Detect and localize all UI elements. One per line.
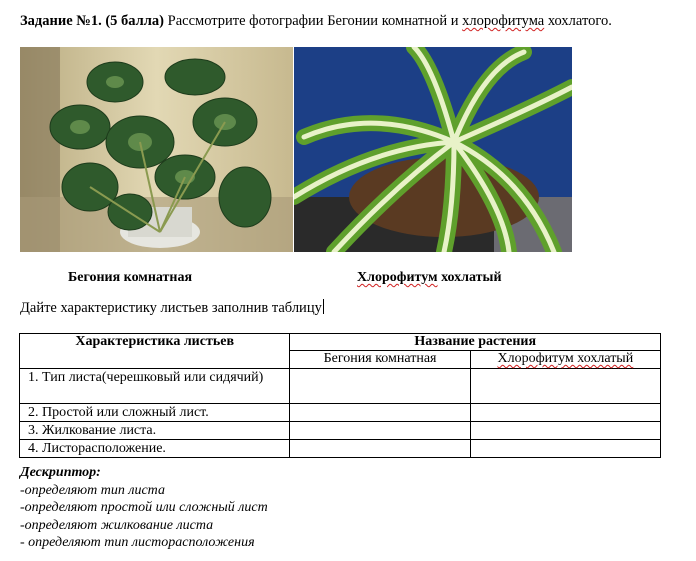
task-label: Задание №1. (5 балла) xyxy=(20,13,165,29)
answer-cell-begonia[interactable] xyxy=(290,404,470,422)
task-spellcheck-word: хлорофитума xyxy=(462,13,545,29)
answer-cell-begonia[interactable] xyxy=(290,440,470,458)
descriptor-title: Дескриптор: xyxy=(20,465,101,480)
descriptor-item: - определяют тип листорасположения xyxy=(20,535,255,550)
table-row-label: 1. Тип листа(черешковый или сидячий) xyxy=(20,369,290,404)
begonia-photo xyxy=(20,47,293,252)
subheader-chlorophytum xyxy=(470,351,660,369)
header-characteristic: Характеристика листьев xyxy=(20,334,290,369)
table-row-label: 4. Листорасположение. xyxy=(20,440,290,458)
chlorophytum-photo xyxy=(294,47,572,252)
caption-chlorophytum xyxy=(357,270,502,286)
answer-cell-begonia[interactable] xyxy=(290,369,470,404)
header-plant-name: Название растения xyxy=(290,334,661,351)
task-heading xyxy=(20,13,612,30)
answer-cell-chlorophytum[interactable] xyxy=(470,404,660,422)
descriptor-item: -определяют жилкование листа xyxy=(20,517,214,533)
instruction-text: Дайте характеристику листьев заполнив таблицу xyxy=(20,300,322,316)
caption-begonia: Бегония комнатная xyxy=(68,270,193,285)
subheader-chloro-text: Хлорофитум хохлатый xyxy=(497,351,634,366)
text-cursor xyxy=(323,299,324,314)
table-row-label: 3. Жилкование листа. xyxy=(20,422,290,440)
answer-cell-chlorophytum[interactable] xyxy=(470,422,660,440)
caption-chloro-rest: хохлатый xyxy=(437,270,502,285)
descriptor-item: -определяют простой или сложный лист xyxy=(20,500,268,515)
table-row-label: 2. Простой или сложный лист. xyxy=(20,404,290,422)
answer-cell-chlorophytum[interactable] xyxy=(470,369,660,404)
descriptor-item: -определяют тип листа xyxy=(20,482,165,498)
subheader-begonia: Бегония комнатная xyxy=(290,351,470,369)
task-text-end: хохлатого. xyxy=(544,13,612,29)
characteristics-table xyxy=(19,333,661,458)
caption-spellcheck-word: Хлорофитум xyxy=(357,270,438,285)
task-text: Рассмотрите фотографии Бегонии комнатной и xyxy=(164,13,463,29)
instruction xyxy=(20,299,324,317)
answer-cell-chlorophytum[interactable] xyxy=(470,440,660,458)
answer-cell-begonia[interactable] xyxy=(290,422,470,440)
descriptor-block xyxy=(20,464,268,552)
